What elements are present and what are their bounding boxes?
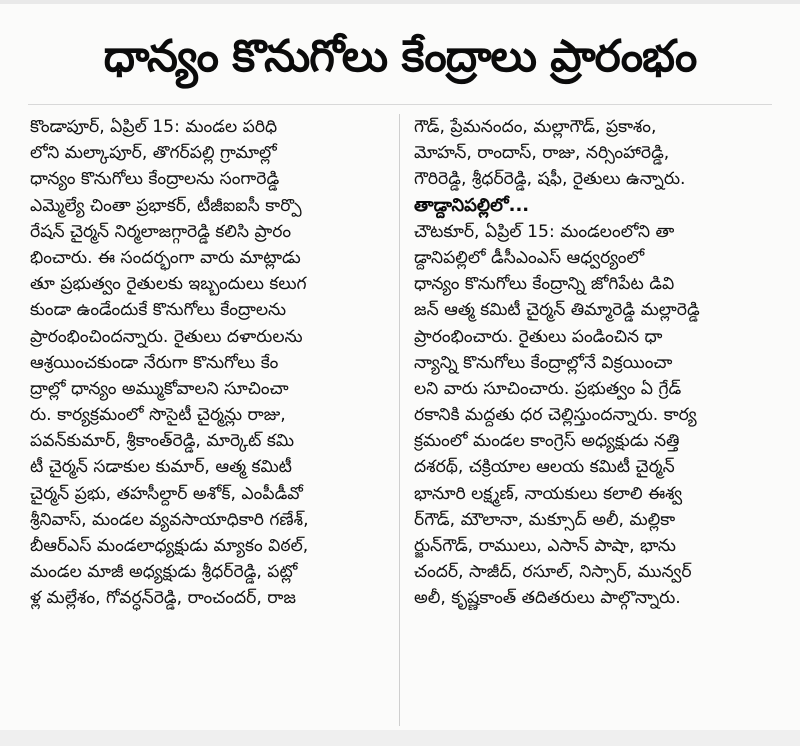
text-line: ద్రాల్లో ధాన్యం అమ్ముకోవాలని సూచించా <box>30 378 289 399</box>
text-line: ధాన్యం కొనుగోలు కేంద్రాలను సంగారెడ్డి <box>30 169 280 190</box>
headline-rule <box>28 104 772 105</box>
text-line: చౌటకూర్, ఏప్రిల్ 15: మండలంలోని తా <box>414 221 675 242</box>
text-line: మండల మాజీ అధ్యక్షుడు శ్రీధర్‌రెడ్డి, పట్లో <box>30 562 298 583</box>
text-line: జన్ ఆత్మ కమిటీ చైర్మన్ తిమ్మారెడ్డి మల్లారెడ్డి <box>414 300 700 321</box>
text-line: తూ ప్రభుత్వం రైతులకు ఇబ్బందులు కలుగ <box>30 274 307 295</box>
text-line: ళ్ల మల్లేశం, గోవర్ధన్‌రెడ్డి, రాంచందర్, రాజ <box>30 588 296 609</box>
page-bottom-edge <box>0 730 800 746</box>
text-line: శ్రీనివాస్, మండల వ్యవసాయాధికారి గణేశ్, <box>30 509 309 530</box>
text-line: కొండాపూర్, ఏప్రిల్ 15: మండల పరిధి <box>30 117 278 137</box>
text-line: ర్జున్‌గౌడ్, రాములు, ఎసాన్ పాషా, భాను <box>414 536 676 556</box>
text-line: ర్‌గౌడ్, మౌలానా, మక్సూద్ అలీ, మల్లికా <box>414 509 676 530</box>
text-line: లని వారు సూచించారు. ప్రభుత్వం ఏ గ్రేడ్ <box>414 378 682 399</box>
text-line: డ్దానిపల్లిలో డీసీఎంఎస్ ఆధ్వర్యంలో <box>414 247 645 268</box>
text-line: రకానికి మద్దతు ధర చెల్లిస్తుందన్నారు. కార్య <box>414 405 697 426</box>
text-line: లోని మల్కాపూర్, తొగర్‌పల్లి గ్రామాల్లో <box>30 143 277 164</box>
text-line: పవన్‌కుమార్, శ్రీకాంత్‌రెడ్డి, మార్కెట్ కమి <box>30 431 295 452</box>
text-line: ఎమ్మెల్యే చింతా ప్రభాకర్, టీజీఐఐసీ కార్పొ <box>30 195 302 216</box>
text-line: మోహన్, రాందాస్, రాజు, నర్సింహారెడ్డి, <box>414 143 670 164</box>
text-line: ప్రారంభించిందన్నారు. రైతులు దళారులను <box>30 326 303 347</box>
text-line: ధాన్యం కొనుగోలు కేంద్రాన్ని జోగిపేట డివి <box>414 274 675 295</box>
text-line: బీఆర్ఎస్ మండలాధ్యక్షుడు మ్యాకం విఠల్, <box>30 536 309 556</box>
text-line: గౌరిరెడ్డి, శ్రీధర్‌రెడ్డి, షఫీ, రైతులు ఉన్నారు. <box>414 169 686 190</box>
text-line: రేషన్ చైర్మన్ నిర్మలాజగ్గారెడ్డి కలిసి ప్రారం <box>30 221 292 242</box>
subheading: తాడ్దానిపల్లిలో... <box>414 194 530 216</box>
text-line: క్రమంలో మండల కాంగ్రెస్ అధ్యక్షుడు నత్తి <box>414 431 680 452</box>
text-line: ఆశ్రయించకుండా నేరుగా కొనుగోలు కేం <box>30 352 279 373</box>
headline: ధాన్యం కొనుగోలు కేంద్రాలు ప్రారంభం <box>103 31 697 82</box>
text-line: రు. కార్యక్రమంలో సొసైటీ చైర్మన్లు రాజు, <box>30 405 286 426</box>
text-line: కుండా ఉండేందుకే కొనుగోలు కేంద్రాలను <box>30 300 287 321</box>
text-line: చందర్, సాజీద్, రసూల్, నిస్సార్, మున్వర్ <box>414 562 692 583</box>
text-line: భించారు. ఈ సందర్భంగా వారు మాట్లాడు <box>30 247 301 268</box>
text-line: దశరథ్, చక్రియాల ఆలయ కమిటీ చైర్మన్ <box>414 457 675 478</box>
text-line: భానూరి లక్ష్మణ్, నాయకులు కలాలి ఈశ్వ <box>414 483 683 504</box>
text-line: న్యాన్ని కొనుగోలు కేంద్రాల్లోనే విక్రయించా <box>414 352 673 373</box>
text-line: అలీ, కృష్ణకాంత్ తదితరులు పాల్గొన్నారు. <box>414 588 681 609</box>
right-column <box>414 114 770 612</box>
column-divider <box>399 114 400 726</box>
text-line: టీ చైర్మన్ సడాకుల కుమార్, ఆత్మ కమిటీ <box>30 457 292 478</box>
text-line: గౌడ్, ప్రేమనందం, మల్లాగౌడ్, ప్రకాశం, <box>414 117 657 137</box>
left-column <box>30 114 386 612</box>
text-line: ప్రారంభించారు. రైతులు పండించిన ధా <box>414 326 663 347</box>
text-line: చైర్మన్ ప్రభు, తహసీల్దార్ అశోక్, ఎంపీడీవో <box>30 483 303 504</box>
